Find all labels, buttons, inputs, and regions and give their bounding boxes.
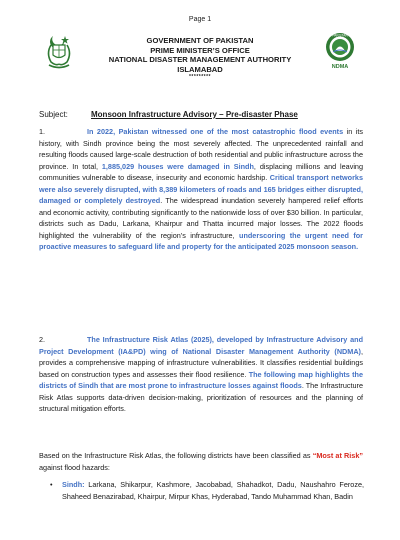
body-text: . The Infrastructure Risk Atlas supports data-driven decision-making, prioritization of resources and the planning of structural mitigation efforts.: [39, 381, 363, 413]
highlight-text: The Infrastructure Risk Atlas (2025), developed by Infrastructure Advisory and Project Development (IA&PD) wing of National Disaster Management Authority (NDMA): [39, 335, 363, 356]
body-text: Based on the Infrastructure Risk Atlas, the following districts have been classified as: [39, 451, 313, 460]
highlight-text: underscoring the urgent need for proactive measures to safeguard life and property for the anticipated 2025 monsoon season.: [39, 230, 363, 251]
header-line-government: GOVERNMENT OF PAKISTAN: [146, 36, 254, 45]
subject-title: Monsoon Infrastructure Advisory – Pre-disaster Phase: [91, 110, 298, 119]
subject-line: [39, 110, 298, 119]
subject-label: Subject:: [39, 110, 68, 119]
paragraph-1: [39, 126, 363, 253]
header-line-authority: NATIONAL DISASTER MANAGEMENT AUTHORITY: [108, 55, 292, 65]
body-text: . The widespread inundation severely hampered relief efforts and economic activity, contributing significantly to the nationwide loss of over $30 billion. In particular, districts such as Dadu, Larkana, Khairpur and Thatta incurred major losses. The 2022 floods highlighted the vulnerability of the region’s infrastructure,: [39, 196, 363, 240]
header-line-office: PRIME MINISTER’S OFFICE: [150, 45, 250, 55]
bullet-icon: •: [50, 480, 53, 489]
highlight-text: Critical transport networks were also severely disrupted, with 8,389 kilometers of roads and 165 bridges either disrupted, damaged or completely destroyed: [39, 173, 363, 205]
paragraph-2: [39, 334, 363, 415]
body-text: in its history, with Sindh province being the most severely affected. The unprecedented rainfall and resulting floods caused large-scale destruction of both residential and public infrastructure across the province. In total,: [39, 127, 364, 171]
letterhead: [0, 33, 400, 81]
header-stars: *********: [188, 74, 211, 81]
body-text: , displacing millions and leaving communities vulnerable to disease, insecurity and economic hardship.: [39, 161, 363, 182]
paragraph-3: [39, 450, 363, 473]
page-number: Page 1: [188, 16, 212, 23]
district-list: [48, 479, 364, 502]
logo-text-bottom: NDMA: [331, 64, 349, 70]
paragraph-number: 2.: [39, 335, 46, 344]
risk-label: “Most at Risk”: [312, 451, 363, 460]
district-names: Larkana, Shikarpur, Kashmore, Jacobabad, Shahadkot, Dadu, Naushahro Feroze, Shaheed Benazirabad, Khairpur, Mirpur Khas, Hyderabad, Tando Muhammad Khan, Badin: [62, 480, 364, 501]
paragraph-number: 1.: [39, 127, 46, 136]
header-line-city: ISLAMABAD: [177, 64, 223, 74]
logo-text-top: PAKISTAN: [332, 33, 348, 38]
body-text: against flood hazards:: [39, 462, 110, 472]
highlight-text: The following map highlights the districts of Sindh that are most prone to infrastructure losses against floods: [39, 369, 363, 390]
list-item: [48, 479, 364, 502]
highlight-text: 1,885,029 houses were damaged in Sindh: [101, 161, 254, 171]
body-text: , provides a comprehensive mapping of infrastructure vulnerabilities. It classifies residential buildings based on construction types and assesses their flood resilience.: [39, 346, 363, 379]
highlight-text: In 2022, Pakistan witnessed one of the most catastrophic flood events: [87, 127, 344, 136]
province-label: Sindh:: [62, 480, 85, 489]
